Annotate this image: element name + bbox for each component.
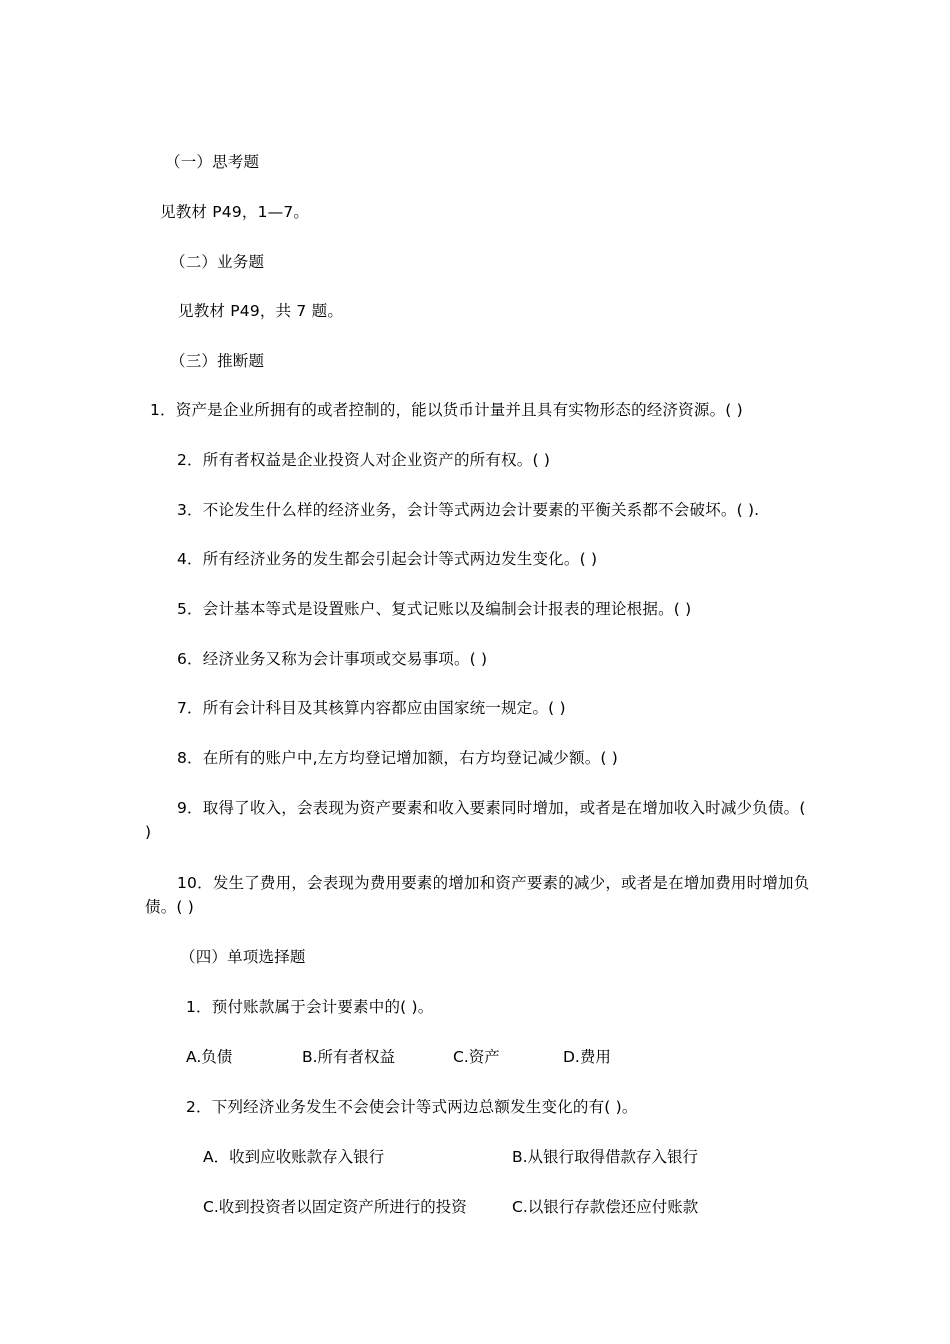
choice-2-option-a: A．收到应收账款存入银行 <box>203 1148 385 1166</box>
choice-1-option-c: C.资产 <box>453 1048 500 1066</box>
section-text-thinking: 见教材 P49，1—7。 <box>160 203 310 221</box>
choice-1-option-d: D.费用 <box>563 1048 611 1066</box>
section-text-business: 见教材 P49，共 7 题。 <box>178 302 344 320</box>
judgement-item-3: 3．不论发生什么样的经济业务，会计等式两边会计要素的平衡关系都不会破坏。( ). <box>177 501 760 519</box>
judgement-item-8: 8．在所有的账户中,左方均登记增加额，右方均登记减少额。( ) <box>177 749 619 767</box>
judgement-item-2: 2．所有者权益是企业投资人对企业资产的所有权。( ) <box>177 451 551 469</box>
section-title-judgement: （三）推断题 <box>170 352 265 370</box>
judgement-item-7: 7．所有会计科目及其核算内容都应由国家统一规定。( ) <box>177 699 566 717</box>
choice-question-2: 2．下列经济业务发生不会使会计等式两边总额发生变化的有( )。 <box>186 1098 638 1116</box>
section-title-single-choice: （四）单项选择题 <box>180 948 306 966</box>
choice-2-option-b: B.从银行取得借款存入银行 <box>512 1148 699 1166</box>
judgement-item-1: 1．资产是企业所拥有的或者控制的，能以货币计量并且具有实物形态的经济资源。( ) <box>150 401 743 419</box>
section-title-business: （二）业务题 <box>170 253 265 271</box>
choice-1-option-b: B.所有者权益 <box>302 1048 396 1066</box>
judgement-item-4: 4．所有经济业务的发生都会引起会计等式两边发生变化。( ) <box>177 550 598 568</box>
judgement-item-9: 9．取得了收入，会表现为资产要素和收入要素同时增加，或者是在增加收入时减少负债。( ) <box>145 799 806 841</box>
choice-2-option-d: C.以银行存款偿还应付账款 <box>512 1198 699 1216</box>
judgement-item-5: 5．会计基本等式是设置账户、复式记账以及编制会计报表的理论根据。( ) <box>177 600 692 618</box>
choice-1-option-a: A.负债 <box>186 1048 233 1066</box>
section-title-thinking: （一）思考题 <box>165 153 260 171</box>
choice-2-option-c: C.收到投资者以固定资产所进行的投资 <box>203 1198 467 1216</box>
choice-question-1: 1．预付账款属于会计要素中的( )。 <box>186 998 434 1016</box>
judgement-item-6: 6．经济业务又称为会计事项或交易事项。( ) <box>177 650 488 668</box>
judgement-item-10: 10．发生了费用，会表现为费用要素的增加和资产要素的减少，或者是在增加费用时增加负债。( ) <box>145 874 810 916</box>
